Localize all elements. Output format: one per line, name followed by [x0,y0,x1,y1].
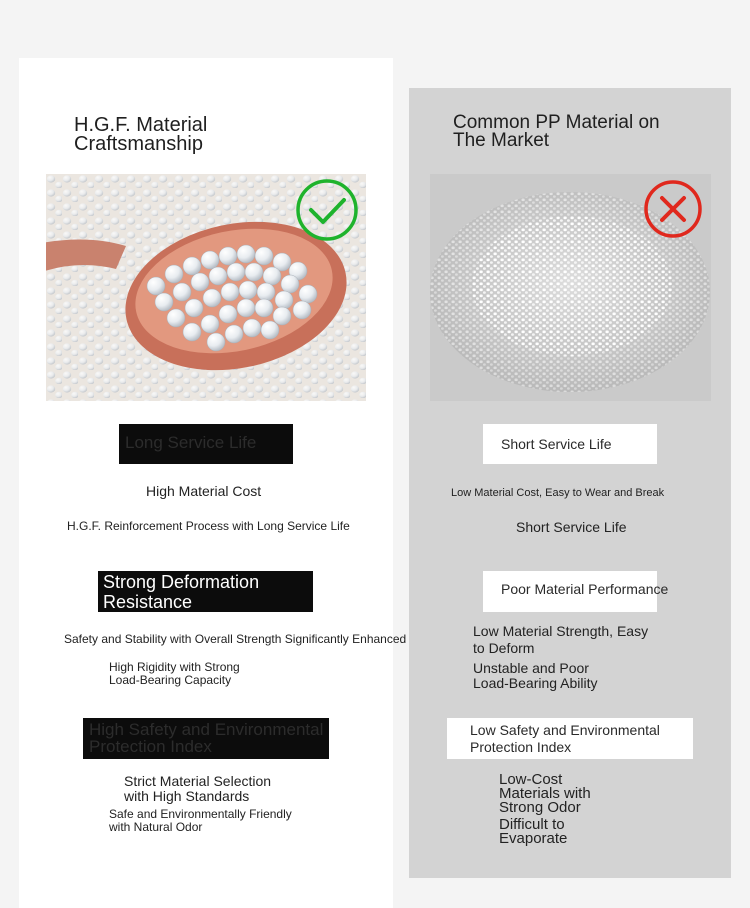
difficult-evaporate-text: Difficult to Evaporate [499,816,568,847]
short-service-life-badge: Short Service Life [483,424,657,464]
hgf-pellets-photo [46,174,366,401]
common-pp-panel-title: Common PP Material on The Market [453,112,660,151]
deformation-resistance-badge: Strong Deformation Resistance [98,571,313,612]
common-pp-pellets-photo [430,174,711,401]
hgf-panel-title: H.G.F. Material Craftsmanship [74,114,208,155]
safety-stability-text: Safety and Stability with Overall Strength Significantly Enhanced [64,632,407,646]
low-strength-text: Low Material Strength, Easy to Deform [473,623,649,656]
safety-environment-badge: High Safety and Environmental Protection Index [83,718,329,759]
unstable-load-text: Unstable and Poor Load-Bearing Ability [473,660,598,691]
strict-selection-text: Strict Material Selection with High Standards [124,773,272,804]
low-safety-environment-badge: Low Safety and Environmental Protection Index [447,718,693,759]
low-material-cost-text: Low Material Cost, Easy to Wear and Break [451,487,665,499]
high-material-cost-text: High Material Cost [146,483,262,499]
short-service-life-text: Short Service Life [516,519,627,535]
long-service-life-badge: Long Service Life [119,424,293,464]
reinforcement-process-text: H.G.F. Reinforcement Process with Long Service Life [67,519,350,533]
strong-odor-text: Low-Cost Materials with Strong Odor [499,771,591,816]
natural-odor-text: Safe and Environmentally Friendly with Natural Odor [109,807,292,834]
high-rigidity-text: High Rigidity with Strong Load-Bearing Capacity [109,660,240,687]
poor-material-performance-badge: Poor Material Performance [483,571,657,612]
